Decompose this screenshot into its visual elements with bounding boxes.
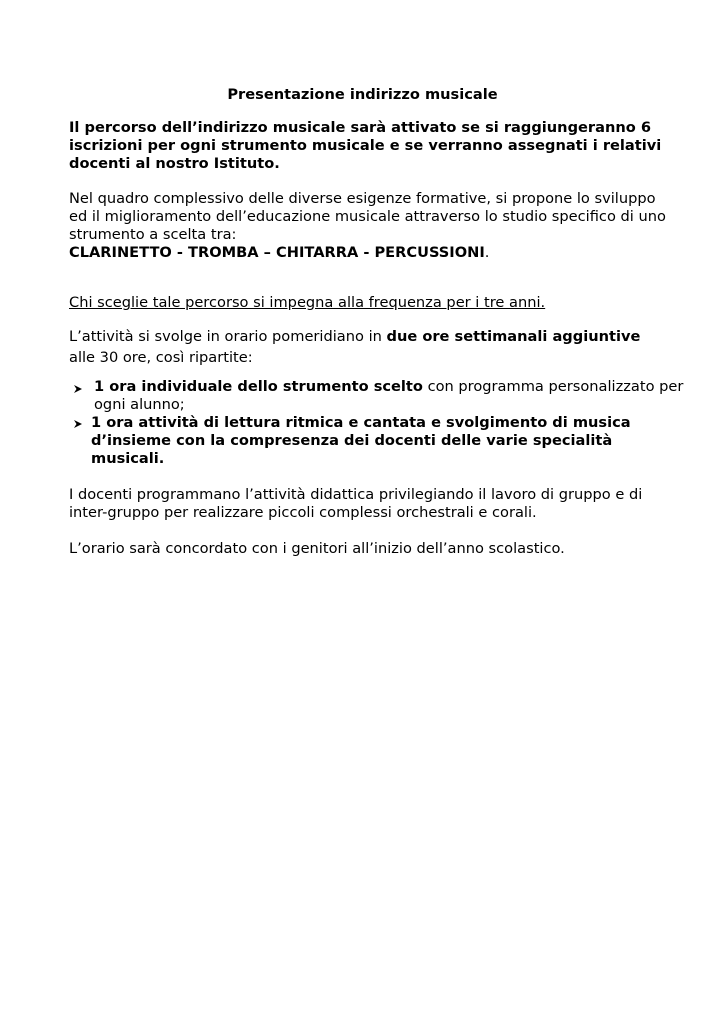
orario-paragraph [69, 326, 669, 368]
strumenti-list: CLARINETTO - TROMBA – CHITARRA - PERCUSSIONI [69, 244, 485, 261]
docenti-paragraph: I docenti programmano l’attività didattica privilegiando il lavoro di gruppo e di inter-gruppo per realizzare piccoli complessi orchestrali e corali. [69, 486, 643, 521]
arrowhead-bullet-icon [73, 416, 83, 434]
genitori-paragraph: L’orario sarà concordato con i genitori all’inizio dell’anno scolastico. [69, 540, 565, 557]
document-title: Presentazione indirizzo musicale [227, 86, 498, 103]
arrowhead-bullet-icon [73, 381, 83, 399]
item-bold: 1 ora attività di lettura ritmica e cantata e svolgimento di musica d’insieme con la compresenza dei docenti delle varie specialità musicali. [91, 414, 631, 467]
item-bold: 1 ora individuale dello strumento scelto [94, 378, 423, 395]
orario-before: L’attività si svolge in orario pomeridiano in [69, 328, 387, 345]
intro-paragraph: Il percorso dell’indirizzo musicale sarà attivato se si raggiungeranno 6 iscrizioni per ogni strumento musicale e se verranno assegnati i relativi docenti al nostro Istituto. [69, 119, 662, 172]
item-rest: con programma personalizzato per ogni alunno; [94, 378, 684, 413]
orario-bold: due ore settimanali aggiuntive [386, 328, 641, 345]
orario-after: alle 30 ore, così ripartite: [69, 349, 253, 366]
impegno-paragraph: Chi sceglie tale percorso si impegna alla frequenza per i tre anni. [69, 294, 546, 311]
list-item [91, 414, 681, 468]
quadro-text: Nel quadro complessivo delle diverse esigenze formative, si propone lo sviluppo ed il miglioramento dell’educazione musicale attraverso lo studio specifico di uno strumento a scelta tra: [69, 190, 666, 243]
strumenti-end: . [484, 244, 490, 261]
list-item [94, 378, 684, 414]
quadro-paragraph [69, 190, 669, 262]
